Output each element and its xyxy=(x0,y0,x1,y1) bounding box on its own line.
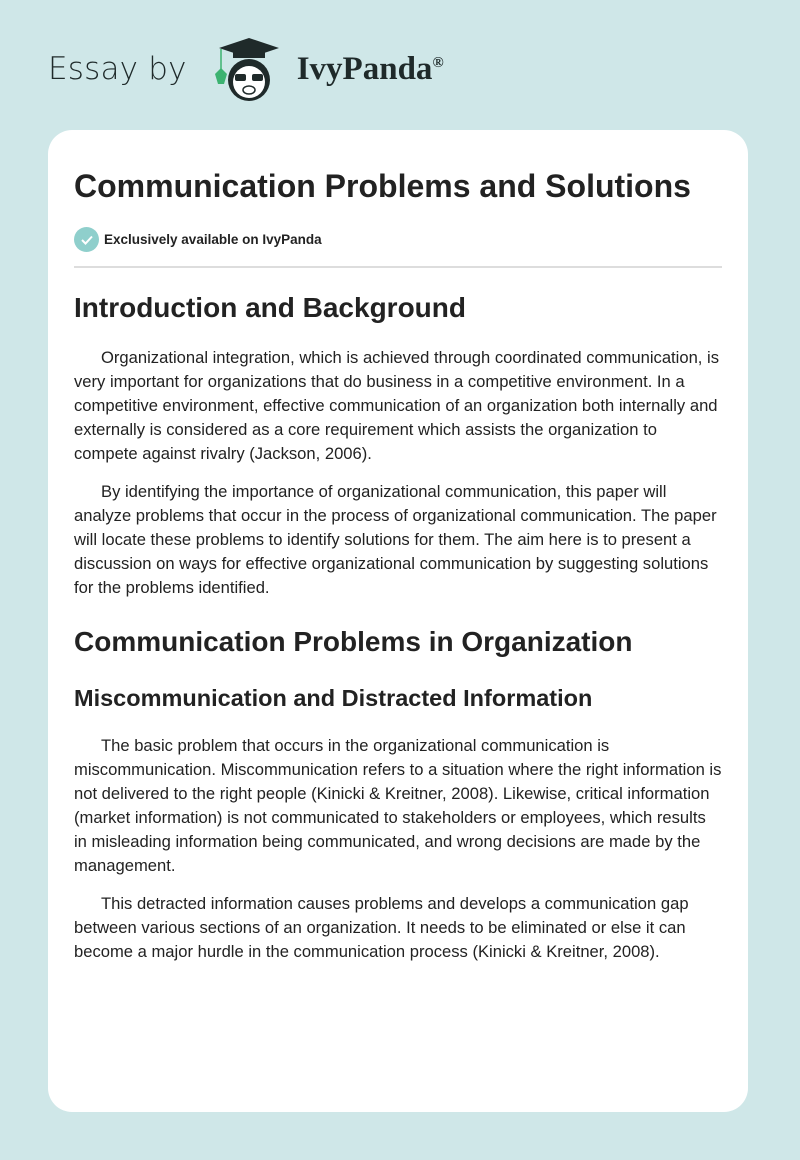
brand-header xyxy=(48,34,444,104)
ivypanda-logo-icon xyxy=(205,34,291,104)
essay-card xyxy=(48,130,748,1112)
paragraph: By identifying the importance of organizational communication, this paper will analyze problems that occur in the process of organizational communication. The paper will locate these problems to identify solutions for them. The aim here is to present a discussion on ways for effective organizational communication by suggesting solutions for the problems identified. xyxy=(74,482,717,597)
section-heading: Introduction and Background xyxy=(74,292,466,323)
subsection-heading: Miscommunication and Distracted Information xyxy=(74,685,593,711)
brand-name: IvyPanda® xyxy=(296,50,444,87)
exclusive-label: Exclusively available on IvyPanda xyxy=(104,232,322,247)
section-heading: Communication Problems in Organization xyxy=(74,626,633,657)
divider xyxy=(74,266,722,268)
check-icon xyxy=(74,227,99,252)
paragraph: This detracted information causes problems and develops a communication gap between various sections of an organization. It needs to be eliminated or else it can become a major hurdle in the communication process (Kinicki & Kreitner, 2008). xyxy=(74,894,689,961)
essay-by-label: Essay by xyxy=(48,51,187,87)
exclusive-badge xyxy=(74,227,722,252)
page-title: Communication Problems and Solutions xyxy=(74,168,691,204)
paragraph: Organizational integration, which is achieved through coordinated communication, is very important for organizations that do business in a competitive environment. In a competitive environment, effective communication of an organization both internally and externally is considered as a core requirement which assists the organization to compete against rivalry (Jackson, 2006). xyxy=(74,348,720,463)
paragraph: The basic problem that occurs in the organizational communication is miscommunication. Miscommunication refers to a situation where the right information is not delivered to the right people (Kinicki & Kreitner, 2008). Likewise, critical information (market information) is not communicated to stakeholders or employees, which results in misleading information being communicated, and wrong decisions are made by the management. xyxy=(74,736,722,875)
